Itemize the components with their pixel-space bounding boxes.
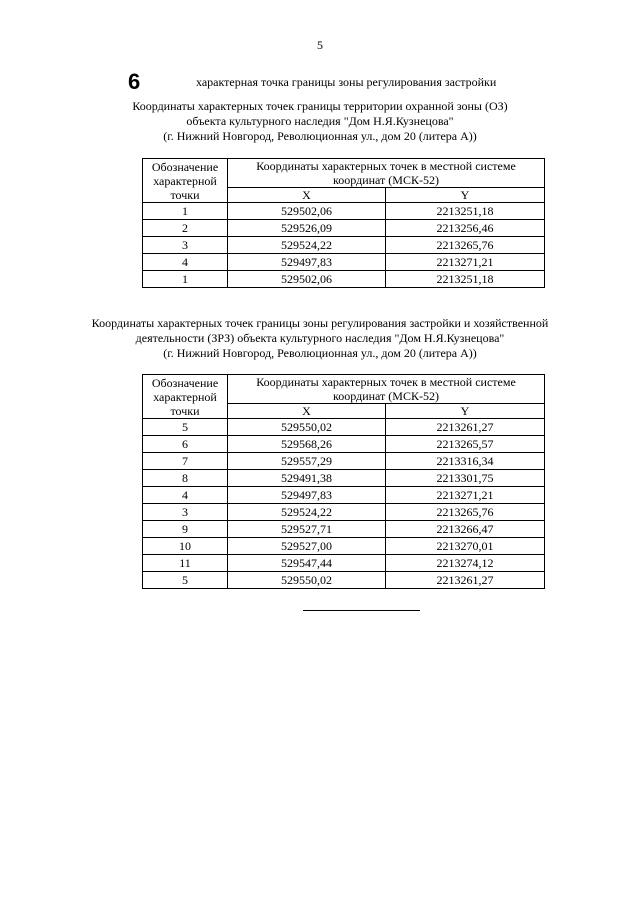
point-cell: 4 (143, 487, 228, 504)
x-cell: 529550,02 (228, 419, 386, 436)
y-cell: 2213271,21 (386, 254, 545, 271)
table-row (143, 271, 545, 288)
header-point: Обозначение характерной точки (143, 159, 228, 203)
x-cell: 529491,38 (228, 470, 386, 487)
table-row (143, 436, 545, 453)
caption-line: объекта культурного наследия "Дом Н.Я.Кузнецова" (186, 114, 454, 128)
y-cell: 2213271,21 (386, 487, 545, 504)
point-cell: 9 (143, 521, 228, 538)
y-cell: 2213265,76 (386, 504, 545, 521)
point-cell: 1 (143, 203, 228, 220)
table-row (143, 254, 545, 271)
header-x: X (228, 188, 386, 203)
caption-line: (г. Нижний Новгород, Революционная ул., дом 20 (литера А)) (163, 346, 477, 360)
x-cell: 529497,83 (228, 254, 386, 271)
x-cell: 529497,83 (228, 487, 386, 504)
y-cell: 2213256,46 (386, 220, 545, 237)
point-cell: 10 (143, 538, 228, 555)
table-row (143, 572, 545, 589)
footer-divider (303, 610, 420, 611)
x-cell: 529568,26 (228, 436, 386, 453)
table-row (143, 555, 545, 572)
x-cell: 529524,22 (228, 504, 386, 521)
x-cell: 529527,71 (228, 521, 386, 538)
x-cell: 529502,06 (228, 271, 386, 288)
header-coordinates: Координаты характерных точек в местной системе координат (МСК-52) (228, 159, 545, 188)
table-row (143, 470, 545, 487)
header-x: X (228, 404, 386, 419)
caption-line: Координаты характерных точек границы территории охранной зоны (ОЗ) (132, 99, 508, 113)
caption-line: (г. Нижний Новгород, Революционная ул., дом 20 (литера А)) (163, 129, 477, 143)
point-cell: 7 (143, 453, 228, 470)
y-cell: 2213265,57 (386, 436, 545, 453)
point-cell: 3 (143, 237, 228, 254)
legend-marker: 6 (128, 69, 141, 94)
legend (128, 70, 548, 94)
x-cell: 529527,00 (228, 538, 386, 555)
y-cell: 2213261,27 (386, 419, 545, 436)
header-y: Y (386, 404, 545, 419)
coordinates-table-oz (142, 158, 545, 288)
coordinates-table-zrz (142, 374, 545, 589)
x-cell: 529502,06 (228, 203, 386, 220)
y-cell: 2213265,76 (386, 237, 545, 254)
y-cell: 2213270,01 (386, 538, 545, 555)
caption-line: деятельности (ЗРЗ) объекта культурного наследия "Дом Н.Я.Кузнецова" (135, 331, 505, 345)
table2-caption (0, 316, 640, 361)
y-cell: 2213261,27 (386, 572, 545, 589)
table-row (143, 538, 545, 555)
y-cell: 2213251,18 (386, 203, 545, 220)
x-cell: 529524,22 (228, 237, 386, 254)
legend-text: характерная точка границы зоны регулирования застройки (196, 75, 497, 89)
point-cell: 2 (143, 220, 228, 237)
x-cell: 529547,44 (228, 555, 386, 572)
point-cell: 6 (143, 436, 228, 453)
y-cell: 2213251,18 (386, 271, 545, 288)
point-cell: 5 (143, 572, 228, 589)
caption-line: Координаты характерных точек границы зоны регулирования застройки и хозяйственной (91, 316, 549, 330)
page-number: 5 (317, 38, 323, 52)
table-row (143, 504, 545, 521)
y-cell: 2213316,34 (386, 453, 545, 470)
point-cell: 1 (143, 271, 228, 288)
table-row (143, 237, 545, 254)
table-row (143, 220, 545, 237)
table-row (143, 453, 545, 470)
y-cell: 2213274,12 (386, 555, 545, 572)
header-y: Y (386, 188, 545, 203)
table-row (143, 419, 545, 436)
table-row (143, 487, 545, 504)
x-cell: 529526,09 (228, 220, 386, 237)
point-cell: 4 (143, 254, 228, 271)
point-cell: 5 (143, 419, 228, 436)
header-coordinates: Координаты характерных точек в местной системе координат (МСК-52) (228, 375, 545, 404)
table-row (143, 521, 545, 538)
x-cell: 529557,29 (228, 453, 386, 470)
y-cell: 2213301,75 (386, 470, 545, 487)
point-cell: 3 (143, 504, 228, 521)
y-cell: 2213266,47 (386, 521, 545, 538)
point-cell: 8 (143, 470, 228, 487)
table1-caption (0, 99, 640, 144)
point-cell: 11 (143, 555, 228, 572)
table-row (143, 203, 545, 220)
x-cell: 529550,02 (228, 572, 386, 589)
header-point: Обозначение характерной точки (143, 375, 228, 419)
